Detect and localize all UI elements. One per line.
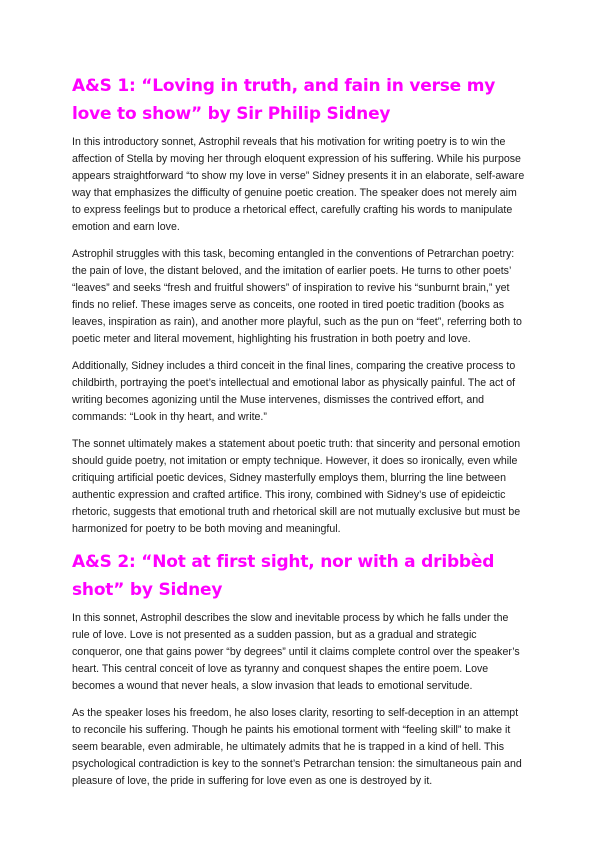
- section-1-paragraph-4: The sonnet ultimately makes a statement about poetic truth: that sincerity and personal emotion should guide poetry, not imitation or empty technique. However, it does so ironically, even while critiquing artificial poetic devices, Sidney masterfully employs them, blurring the line between authentic expression and crafted artifice. This irony, combined with Sidney’s use of epideictic rhetoric, suggests that emotional truth and rhetorical skill are not mutually exclusive but must be harmonized for poetry to be both moving and meaningful.: [72, 438, 521, 535]
- section-2-paragraph-2: As the speaker loses his freedom, he also loses clarity, resorting to self-deception in an attempt to reconcile his suffering. Though he paints his emotional torment with “feeling skill” to make it seem bearable, even admirable, he ultimately admits that he is trapped in a kind of hell. This psychological contradiction is key to the sonnet’s Petrarchan tension: the simultaneous pain and pleasure of love, the pride in suffering for love even as one is destroyed by it.: [72, 707, 522, 787]
- section-2-title: A&S 2: “Not at first sight, nor with a dribbèd shot” by Sidney: [72, 552, 495, 600]
- section-1-paragraph-1: In this introductory sonnet, Astrophil reveals that his motivation for writing poetry is to win the affection of Stella by moving her through eloquent expression of his suffering. While his purpose appears straightforward “to show my love in verse” Sidney presents it in an elaborate, self-aware way that emphasizes the difficulty of genuine poetic creation. The speaker does not merely aim to express feelings but to produce a rhetorical effect, carefully crafting his words to manipulate emotion and earn love.: [72, 136, 525, 233]
- section-1-title: A&S 1: “Loving in truth, and fain in verse my love to show” by Sir Philip Sidney: [72, 76, 496, 124]
- section-2-paragraph-1: In this sonnet, Astrophil describes the slow and inevitable process by which he falls under the rule of love. Love is not presented as a sudden passion, but as a gradual and strategic conqueror, one that gains power “by degrees” until it claims complete control over the speaker’s heart. This central conceit of love as tyranny and conquest shapes the entire poem. Love becomes a wound that never heals, a slow invasion that leads to emotional servitude.: [72, 612, 520, 692]
- section-1-paragraph-2: Astrophil struggles with this task, becoming entangled in the conventions of Petrarchan poetry: the pain of love, the distant beloved, and the imitation of earlier poets. He turns to other poets’ “leaves” and seeks “fresh and fruitful showers” of inspiration to revive his “sunburnt brain,” yet finds no relief. These images serve as conceits, one rooted in tired poetic tradition (books as leaves, inspiration as rain), and another more playful, such as the pun on “feet”, referring both to poetic meter and literal movement, highlighting his frustration in both poetry and love.: [72, 248, 522, 345]
- document-content: [72, 72, 528, 800]
- section-1-paragraph-3: Additionally, Sidney includes a third conceit in the final lines, comparing the creative process to childbirth, portraying the poet’s intellectual and emotional labor as physically painful. The act of writing becomes agonizing until the Muse intervenes, dismisses the contrived effort, and commands: “Look in thy heart, and write.”: [72, 360, 516, 423]
